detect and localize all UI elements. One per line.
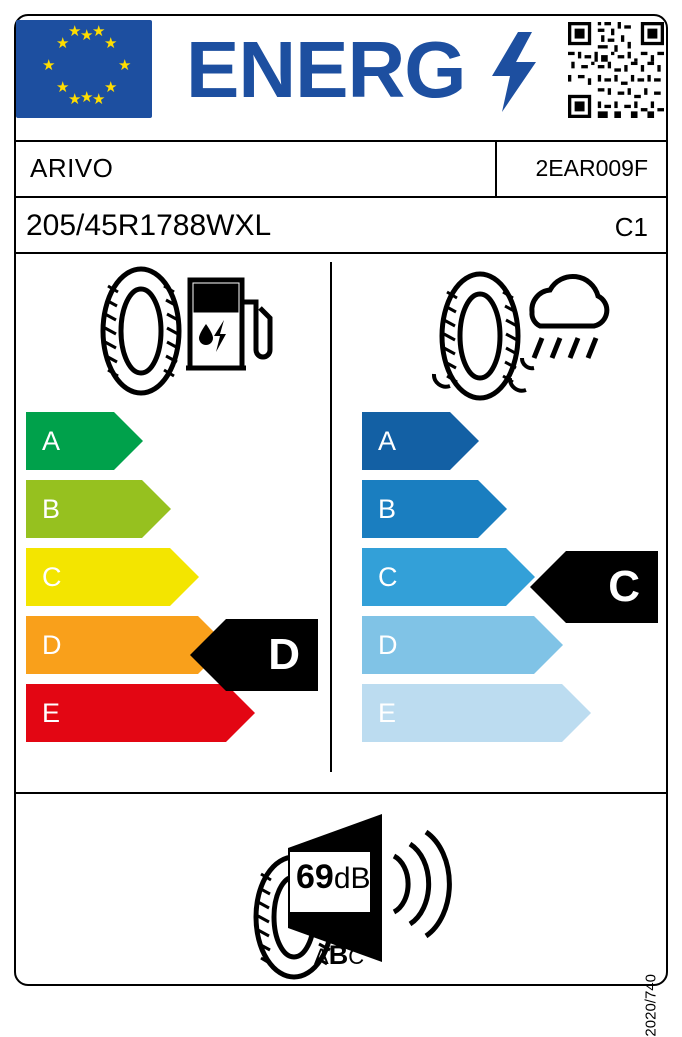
divider xyxy=(16,196,666,198)
fuel-efficiency-pictogram xyxy=(86,266,276,396)
grade-letter: C xyxy=(378,561,398,592)
wet-grip-pictogram xyxy=(410,266,620,416)
divider xyxy=(16,252,666,254)
grade-letter: A xyxy=(42,425,61,456)
type-code: 2EAR009F xyxy=(535,155,648,181)
grade-row xyxy=(362,616,562,674)
grade-letter: E xyxy=(378,697,397,728)
wet-grip-rating-marker xyxy=(566,551,658,623)
eu-flag-icon: ★ ★ ★ ★ ★ ★ ★ ★ ★ ★ ★ ★ xyxy=(16,20,152,118)
grade-row xyxy=(362,684,562,742)
noise-class-c: C xyxy=(348,944,365,969)
qr-code-icon xyxy=(568,22,664,118)
divider xyxy=(16,792,666,794)
fuel-rating-marker xyxy=(226,619,318,691)
page-title: ENERG xyxy=(186,25,466,114)
grade-row xyxy=(362,480,562,538)
grade-letter: C xyxy=(42,561,62,592)
grade-letter: D xyxy=(42,629,62,660)
noise-unit: dB xyxy=(333,862,371,895)
grade-row xyxy=(26,684,226,742)
grade-row xyxy=(26,548,226,606)
divider-vertical xyxy=(495,140,497,196)
rain-cloud-icon xyxy=(532,276,607,358)
brand-name: ARIVO xyxy=(30,153,114,183)
fuel-rating-value: D xyxy=(268,630,300,679)
tyre-icon xyxy=(442,274,518,398)
noise-class-scale xyxy=(314,940,364,971)
noise-value: 69 xyxy=(296,858,334,896)
tyre-icon xyxy=(103,269,179,393)
grade-letter: B xyxy=(42,493,61,524)
wet-grip-rating-value: C xyxy=(608,562,640,611)
tyre-class: C1 xyxy=(614,212,648,242)
grade-row xyxy=(26,412,226,470)
column-divider xyxy=(330,262,332,772)
regulation-reference: 2020/740 xyxy=(643,974,660,1037)
fuel-pump-icon xyxy=(186,280,270,368)
grade-letter: E xyxy=(42,697,61,728)
grade-letter: A xyxy=(378,425,397,456)
lightning-bolt-icon xyxy=(492,32,536,112)
noise-class-a: A xyxy=(314,944,329,969)
grade-row xyxy=(26,480,226,538)
grade-letter: B xyxy=(378,493,397,524)
grade-row xyxy=(362,412,562,470)
divider xyxy=(16,140,666,142)
fuel-grade-scale xyxy=(26,412,226,752)
grade-letter: D xyxy=(378,629,398,660)
tyre-size: 205/45R1788WXL xyxy=(26,209,272,242)
noise-value-group xyxy=(296,858,371,897)
noise-class-b: B xyxy=(328,940,349,970)
